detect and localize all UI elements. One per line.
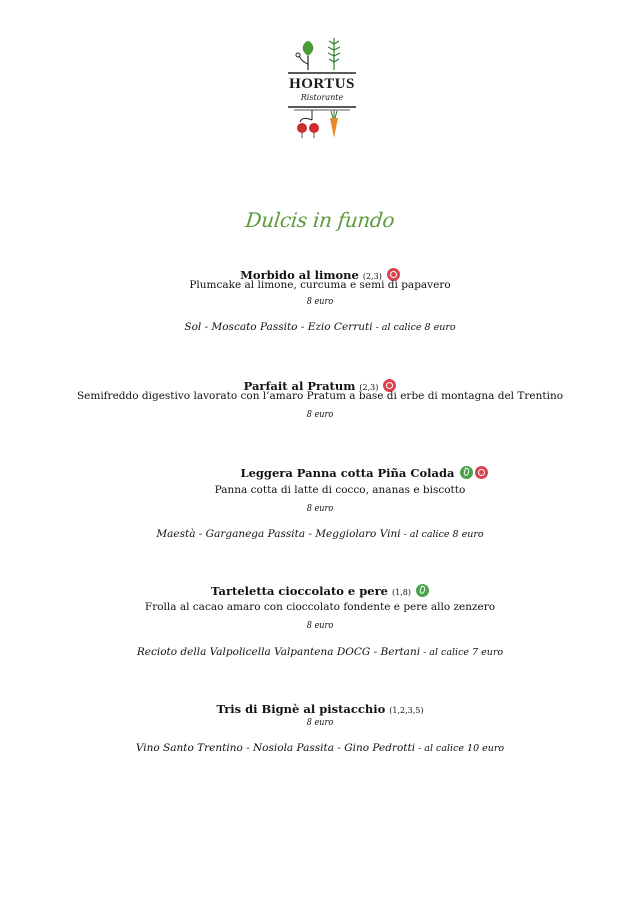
menu-item-description: Panna cotta di latte di cocco, ananas e biscotto — [214, 484, 466, 496]
menu-item-price: 8 euro — [306, 410, 334, 420]
menu-item-price: 8 euro — [306, 718, 334, 728]
radish-icon — [297, 110, 319, 138]
menu-item-description: Frolla al cacao amaro con cioccolato fondente e pere allo zenzero — [144, 601, 496, 613]
wine-price: - al calice 8 euro — [403, 529, 484, 540]
wine-price: - al calice 10 euro — [418, 743, 505, 754]
wine-name: Maestà - Garganega Passita - Meggiolaro Vini — [156, 528, 401, 540]
wine-price: - al calice 7 euro — [423, 647, 504, 658]
menu-item-name: Morbido al limone — [240, 268, 359, 282]
menu-item-price: 8 euro — [306, 621, 334, 631]
wine-price: - al calice 8 euro — [375, 322, 456, 333]
allergen-codes: (1,2,3,5) — [389, 706, 424, 715]
vegan-icon — [416, 584, 429, 597]
allergen-codes: (2,3) — [359, 383, 379, 392]
wine-pairing — [0, 528, 640, 540]
restaurant-logo — [288, 34, 356, 144]
menu-item-price: 8 euro — [306, 297, 334, 307]
brand-name: HORTUS — [289, 76, 355, 92]
menu-item-description: Plumcake al limone, curcuma e semi di papavero — [189, 279, 451, 291]
wine-name: Recioto della Valpolicella Valpantena DOCG - Bertani — [136, 646, 421, 658]
menu-item-name: Tris di Bignè al pistacchio — [216, 702, 386, 716]
carrot-icon — [330, 110, 338, 138]
allergen-codes: (1,8) — [391, 588, 411, 597]
wine-pairing — [0, 321, 640, 333]
menu-item-name-row — [44, 462, 640, 481]
menu-item-name-row — [0, 580, 640, 599]
menu-item-name-row — [0, 698, 640, 717]
allergen-codes: (2,3) — [362, 272, 382, 281]
wine-name: Sol - Moscato Passito - Ezio Cerruti — [184, 321, 373, 333]
menu-item-name: Tarteletta cioccolato e pere — [211, 584, 388, 598]
menu-item-description: Semifreddo digestivo lavorato con l’amaro Pratum a base di erbe di montagna del Trentino — [76, 390, 564, 402]
herb-icon — [328, 38, 340, 70]
artichoke-icon — [296, 41, 313, 70]
menu-item-name: Parfait al Pratum — [243, 379, 356, 393]
wine-pairing — [0, 742, 640, 754]
brand-subtitle: Ristorante — [300, 93, 344, 102]
menu-item-name: Leggera Panna cotta Piña Colada — [240, 466, 455, 480]
vegan-icon — [460, 466, 473, 479]
wine-name: Vino Santo Trentino - Nosiola Passita - Gino Pedrotti — [135, 742, 416, 754]
wine-pairing — [0, 646, 640, 658]
section-title: Dulcis in fundo — [244, 208, 396, 232]
menu-item-price: 8 euro — [306, 504, 334, 514]
no-gluten-icon — [475, 466, 488, 479]
